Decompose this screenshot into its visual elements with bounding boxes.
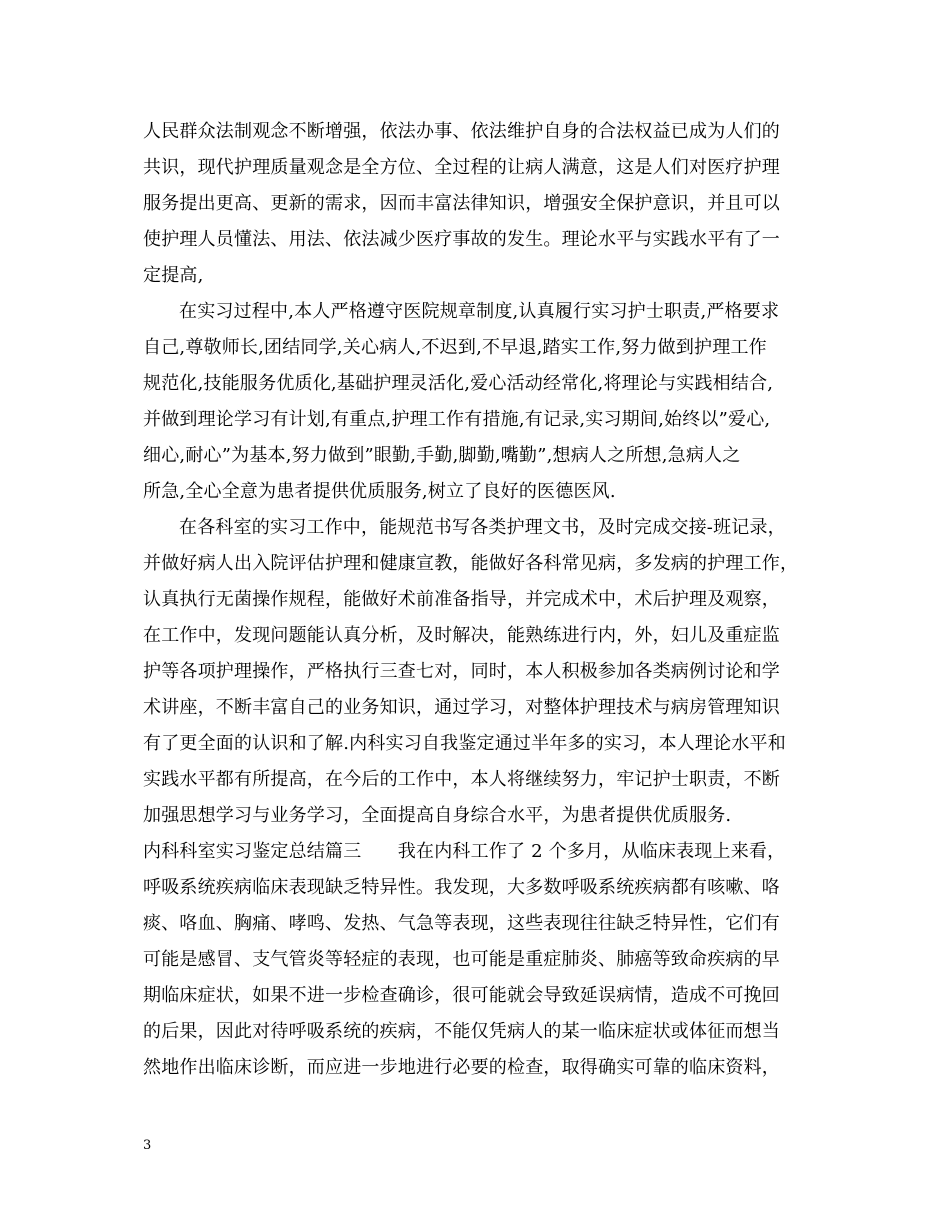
text-line: 细心,耐心”为基本,努力做到”眼勤,手勤,脚勤,嘴勤”,想病人之所想,急病人之 [143, 445, 741, 466]
text-line: 自己,尊敬师长,团结同学,关心病人,不迟到,不早退,踏实工作,努力做到护理工作 [143, 337, 767, 358]
text-line: 有了更全面的认识和了解.内科实习自我鉴定通过半年多的实习，本人理论水平和 [143, 733, 786, 754]
text-line: 呼吸系统疾病临床表现缺乏特异性。我发现，大多数呼吸系统疾病都有咳嗽、咯 [143, 877, 780, 898]
text-line: 在工作中，发现问题能认真分析，及时解决，能熟练进行内，外，妇儿及重症监 [143, 625, 780, 646]
section-heading-line: 内科科室实习鉴定总结篇三 我在内科工作了 2 个多月，从临床表现上来看， [143, 841, 786, 862]
text-line: 并做到理论学习有计划,有重点,护理工作有措施,有记录,实习期间,始终以”爱心, [143, 409, 771, 430]
text-line: 可能是感冒、支气管炎等轻症的表现，也可能是重症肺炎、肺癌等致命疾病的早 [143, 949, 780, 970]
paragraph-first-line: 在各科室的实习工作中，能规范书写各类护理文书，及时完成交接-班记录， [179, 517, 786, 538]
text-line: 护等各项护理操作，严格执行三查七对，同时，本人积极参加各类病例讨论和学 [143, 661, 780, 682]
text-line: 共识，现代护理质量观念是全方位、全过程的让病人满意，这是人们对医疗护理 [143, 157, 780, 178]
text-line: 术讲座，不断丰富自己的业务知识，通过学习，对整体护理技术与病房管理知识 [143, 697, 780, 718]
body-text [143, 114, 815, 1086]
page-number: 3 [143, 1138, 152, 1153]
text-line: 定提高, [143, 265, 204, 286]
text-line: 加强思想学习与业务学习，全面提高自身综合水平，为患者提供优质服务. [143, 805, 732, 826]
text-line: 服务提出更高、更新的需求，因而丰富法律知识，增强安全保护意识，并且可以 [143, 193, 780, 214]
text-line: 期临床症状，如果不进一步检查确诊，很可能就会导致延误病情，造成不可挽回 [143, 985, 780, 1006]
text-line: 所急,全心全意为患者提供优质服务,树立了良好的医德医风. [143, 481, 616, 502]
text-line: 规范化,技能服务优质化,基础护理灵活化,爱心活动经常化,将理论与实践相结合, [143, 373, 774, 394]
text-line: 人民群众法制观念不断增强，依法办事、依法维护自身的合法权益已成为人们的 [143, 121, 780, 142]
text-line: 然地作出临床诊断，而应进一步地进行必要的检查，取得确实可靠的临床资料， [143, 1057, 780, 1078]
text-line: 痰、咯血、胸痛、哮鸣、发热、气急等表现，这些表现往往缺乏特异性，它们有 [143, 913, 780, 934]
text-line: 的后果，因此对待呼吸系统的疾病，不能仅凭病人的某一临床症状或体征而想当 [143, 1021, 780, 1042]
text-line: 并做好病人出入院评估护理和健康宣教，能做好各科常见病，多发病的护理工作， [143, 553, 799, 574]
text-line: 实践水平都有所提高，在今后的工作中，本人将继续努力，牢记护士职责，不断 [143, 769, 780, 790]
paragraph-first-line: 在实习过程中,本人严格遵守医院规章制度,认真履行实习护士职责,严格要求 [179, 301, 780, 322]
text-line: 认真执行无菌操作规程，能做好术前准备指导，并完成术中，术后护理及观察， [143, 589, 780, 610]
text-line: 使护理人员懂法、用法、依法减少医疗事故的发生。理论水平与实践水平有了一 [143, 229, 780, 250]
